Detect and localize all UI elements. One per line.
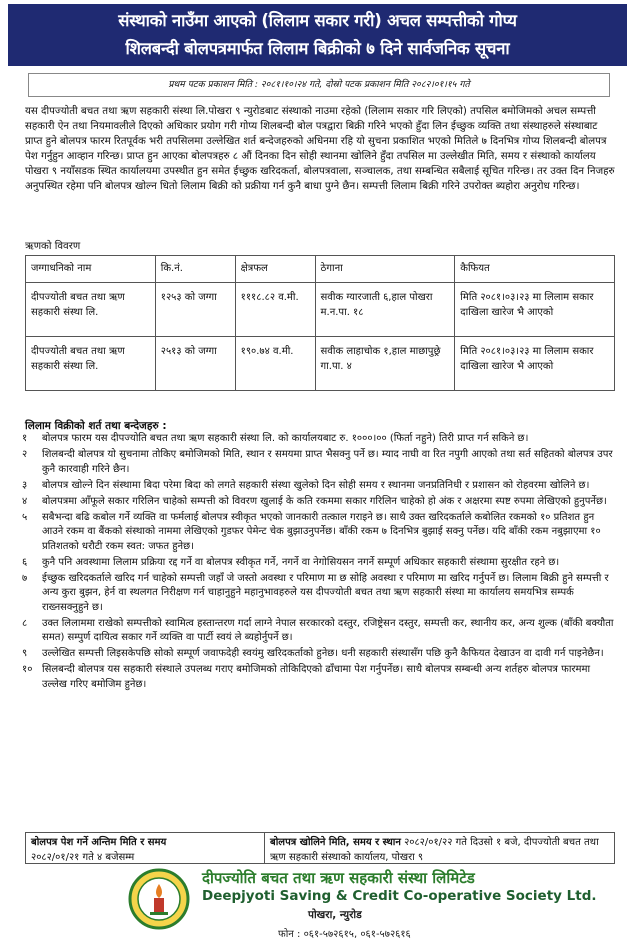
- org-name-english: Deepjyoti Saving & Credit Co-operative Society Ltd.: [202, 888, 597, 904]
- intro-text: यस दीपज्योती बचत तथा ऋण सहकारी संस्था लि.पोखरा ९ न्युरोडबाट संस्थाको नाउमा रहेको (लिलाम सकार गरि लिएको) तपसिल बमोजिमको अचल सम्पत्ती सहकारी ऐन तथा नियमावलीले दिएको अधिकार प्रयोग गरी गोप्य शिलबन्दी बोल पत्रद्वारा बिक्री गरिने भएको हुँदा लिन ईच्छुक व्यक्ति तथा संस्थाहरुले संस्थाबाट प्राप्त हुने बोलपत्र फारम रितपूर्वक भरी तपसिलमा उल्लेखित शर्त बन्देजहरुको अधिनमा रहि यो सुचना प्रकाशित भएको मितिले ७ दिनभित्र गोप्य शिलबन्दी बोलपत्र पेश गर्नुहुन आव्हान गरिन्छ। प्राप्त हुन आएका बोलपत्रहरु ८ औं दिनका दिन सोही स्थानमा खोलिने हुँदा तपसिल मा उल्लेखीत मिति, समय र संस्थाको कार्यालय पोखरा ९ नयाँसडक स्थित कार्यालयमा उपस्थीत हुन समेत ईच्छुक खरिदकर्ता, बोलपत्रवाला, सञ्चालक, तथा सम्बन्धित सबैलाई सूचित गरिन्छ। तर उक्त दिन निजहरु अनुपस्थित रहेमा पनि बोलपत्र खोल्न धितो लिलाम बिक्री को प्रक्रीया गर्न कुनै बाधा पुग्ने छैन। सम्पत्ती लिलाम बिक्री गरिने उपरोक्त ब्यहोरा अनुरोध गरिन्छ।: [25, 106, 615, 192]
- term-number: ७: [22, 572, 28, 584]
- cell-plot: २५१३ को जग्गा: [155, 337, 235, 391]
- cell-remarks: मिति २०८१।०३।२३ मा लिलाम सकार दाखिला खारेज भै आएको: [455, 283, 615, 337]
- term-text: बोलपत्रमा आँफूले सकार गरिलिन चाहेको सम्पत्ती को विवरण खुलाई के कति रकममा सकार गरिलिन चाहेको हो अंक र अक्षरमा स्पष्ट रुपमा लेखिएको हुनुपर्नेछ।: [42, 495, 607, 507]
- title-line-2: शिलबन्दी बोलपत्रमार्फत लिलाम बिक्रीको ७ दिने सार्वजनिक सूचना: [125, 39, 510, 58]
- list-item: [22, 511, 618, 555]
- cooperative-logo-icon: [128, 868, 190, 930]
- term-text: उक्त लिलाममा राखेको सम्पत्तीको स्वामित्व हस्तान्तरण गर्दा लाग्ने नेपाल सरकारको दस्तुर, रजिष्ट्रेसन दस्तुर, सम्पत्ती कर, स्थानीय कर, अन्य शुल्क (बाँकी बक्यौता समत) सम्पुर्ण दायित्व सकार गर्ने व्यक्ति वा पार्टी स्वयं ले ब्यहोर्नुपर्ने छ।: [42, 617, 614, 643]
- org-address: पोखरा, न्युरोड: [308, 909, 362, 921]
- col-owner-name: जग्गाधनिको नाम: [26, 256, 156, 283]
- schedule-boxes: [25, 832, 615, 864]
- list-item: [22, 432, 618, 447]
- term-number: ३: [22, 479, 28, 491]
- deadline-heading: बोलपत्र पेश गर्ने अन्तिम मिति र समय: [31, 837, 167, 848]
- deadline-box: [25, 832, 265, 864]
- cell-owner: दीपज्योती बचत तथा ऋण सहकारी संस्था लि.: [26, 283, 156, 337]
- list-item: [22, 448, 618, 477]
- notice-title-banner: [8, 4, 627, 66]
- term-text: सिलबन्दी बोलपत्र यस सहकारी संस्थाले उपलब्ध गराए बमोजिमको तोकिदिएको ढाँचामा पेश गर्नुपर्नेछ। साथै बोलपत्र सम्बन्धी अन्य शर्तहरु बोलपत्र फारममा उल्लेख गरिए बमोजिम हुनेछ।: [42, 664, 591, 690]
- publication-dates: प्रथम पटक प्रकाशन मिति : २०८१।१०।२४ गते, दोस्रो पटक प्रकाशन मिति २०८२।०१।१५ गते: [28, 73, 610, 97]
- list-item: [22, 495, 618, 510]
- term-number: ५: [22, 511, 28, 523]
- term-text: बोलपत्र फारम यस दीपज्योति बचत तथा ऋण सहकारी संस्था लि. को कार्यालयबाट रु. १०००।०० (फिर्ता नहुने) तिरी प्राप्त गर्न सकिने छ।: [42, 433, 529, 444]
- col-plot-number: कि.नं.: [155, 256, 235, 283]
- org-name-nepali: दीपज्योति बचत तथा ऋण सहकारी संस्था लिमिटेड: [202, 869, 475, 887]
- deadline-value: २०८२/०१/२१ गते ४ बजेसम्म: [31, 851, 135, 863]
- opening-heading: बोलपत्र खोलिने मिति, समय र स्थान: [270, 837, 401, 848]
- title-line-1: संस्थाको नाउँमा आएको (लिलाम सकार गरी) अचल सम्पत्तीको गोप्य: [118, 11, 517, 30]
- opening-value: २०८२/०१/२२ गते दिउसो १ बजे, दीपज्योती बचत तथा ऋण सहकारी संस्थाको कार्यालय, पोखरा ९: [270, 837, 599, 863]
- cell-plot: १२५३ को जग्गा: [155, 283, 235, 337]
- term-number: १: [22, 433, 28, 444]
- terms-heading: लिलाम विक्रीको शर्त तथा बन्देजहरु :: [25, 420, 167, 432]
- cell-area: १११८.८२ व.मी.: [235, 283, 315, 337]
- term-number: ४: [22, 495, 28, 507]
- col-area: क्षेत्रफल: [235, 256, 315, 283]
- term-number: ६: [22, 556, 28, 568]
- term-number: २: [22, 449, 28, 460]
- cell-owner: दीपज्योती बचत तथा ऋण सहकारी संस्था लि.: [26, 337, 156, 391]
- list-item: [22, 663, 618, 692]
- table-row: [26, 337, 615, 391]
- cell-area: १९०.७४ व.मी.: [235, 337, 315, 391]
- opening-box: [265, 832, 615, 864]
- table-header-row: [26, 256, 615, 283]
- term-text: सबैभन्दा बढि कबोल गर्ने व्यक्ति वा फर्मलाई बोलपत्र स्वीकृत भएको जानकारी तत्काल गराइने छ। साथै उक्त खरिदकर्ताले कबोलित रकमको १० प्रतिशत हुन आउने रकम वा बैंकको संस्थाको नाममा लेखिएको गुडफर पेमेन्ट चेक बुझाउनुपर्नेछ। बाँकी रकम ७ दिनभित्र बुझाई सक्नु पर्नेछ। यदि बाँकी रकम नबुझाएमा १० प्रतिशतको धरौटी रकम स्वत: जफत हुनेछ।: [42, 511, 601, 552]
- col-address: ठेगाना: [315, 256, 455, 283]
- term-text: शिलबन्दी बोलपत्र यो सुचनामा तोकिए बमोजिमको मिति, स्थान र समयमा प्राप्त भैसक्नु पर्ने छ। म्याद नाघी वा रित नपुगी आएको तथा सर्त सहितको बोलपत्र उपर कुनै कारवाही गरिने छैन।: [42, 449, 613, 475]
- col-remarks: कैफियत: [455, 256, 615, 283]
- cell-remarks: मिति २०८१।०३।२३ मा लिलाम सकार दाखिला खारेज भै आएको: [455, 337, 615, 391]
- cell-address: सवीक ग्यारजाती ६,हाल पोखरा म.न.पा. १८: [315, 283, 455, 337]
- list-item: [22, 556, 618, 571]
- term-number: ८: [22, 617, 28, 629]
- term-number: ९: [22, 648, 28, 659]
- org-phone: फोन : ०६१-५७२६१५, ०६१-५७२६१६: [278, 929, 411, 940]
- loans-table: [25, 255, 615, 391]
- list-item: [22, 572, 618, 616]
- term-text: बोलपत्र खोल्ने दिन संस्थामा बिदा परेमा बिदा को लगते सहकारी संस्था खुलेको दिन सोही समय र स्थानमा जनप्रतिनिधी र प्रशासन को रोहवरमा खोलिने छ।: [42, 479, 590, 491]
- term-text: ईच्छुक खरिदकर्ताले खरिद गर्न चाहेको सम्पत्ती जहाँ जे जस्तो अवस्था र परिमाण मा छ सोहि अवस्था र परिमाण मा खरिद गर्नुपर्ने छ। लिलाम बिक्री हुने सम्पत्ती र अन्य कुरा बुझन, हेर्न वा स्थलगत निरीक्षण गर्न चाहानुहुने महानुभावहरुले यस दीपज्योती बचत तथा ऋण सहकारी संस्था मा कार्यालय समयभित्र सम्पर्क राख्नसक्नुहुने छ।: [42, 572, 609, 613]
- term-number: १०: [22, 664, 33, 675]
- terms-list: [22, 432, 618, 694]
- list-item: [22, 617, 618, 646]
- table-row: [26, 283, 615, 337]
- term-text: कुनै पनि अवस्थामा लिलाम प्रक्रिया रद्द गर्ने वा बोलपत्र स्वीकृत गर्ने, नगर्ने वा नेगोसियसन नगर्ने सम्पूर्ण अधिकार सहकारी संस्थामा सुरक्षीत रहने छ।: [42, 556, 560, 568]
- cell-address: सवीक लाहाचोक १,हाल माछापुछ्रे गा.पा. ४: [315, 337, 455, 391]
- footer-org-block: [128, 868, 597, 948]
- loan-details-label: ऋणको विवरण: [25, 241, 81, 252]
- term-text: उल्लेखित सम्पत्ती लिइसकेपछि सोको सम्पूर्ण जवाफदेही स्वयंमु खरिदकर्ताको हुनेछ। धनी सहकारी संस्थासँग पछि कुनै कैफियत देखाउन वा दावी गर्न पाइनेछैन।: [42, 648, 604, 659]
- intro-paragraph: [25, 105, 617, 194]
- list-item: [22, 647, 618, 662]
- list-item: [22, 479, 618, 494]
